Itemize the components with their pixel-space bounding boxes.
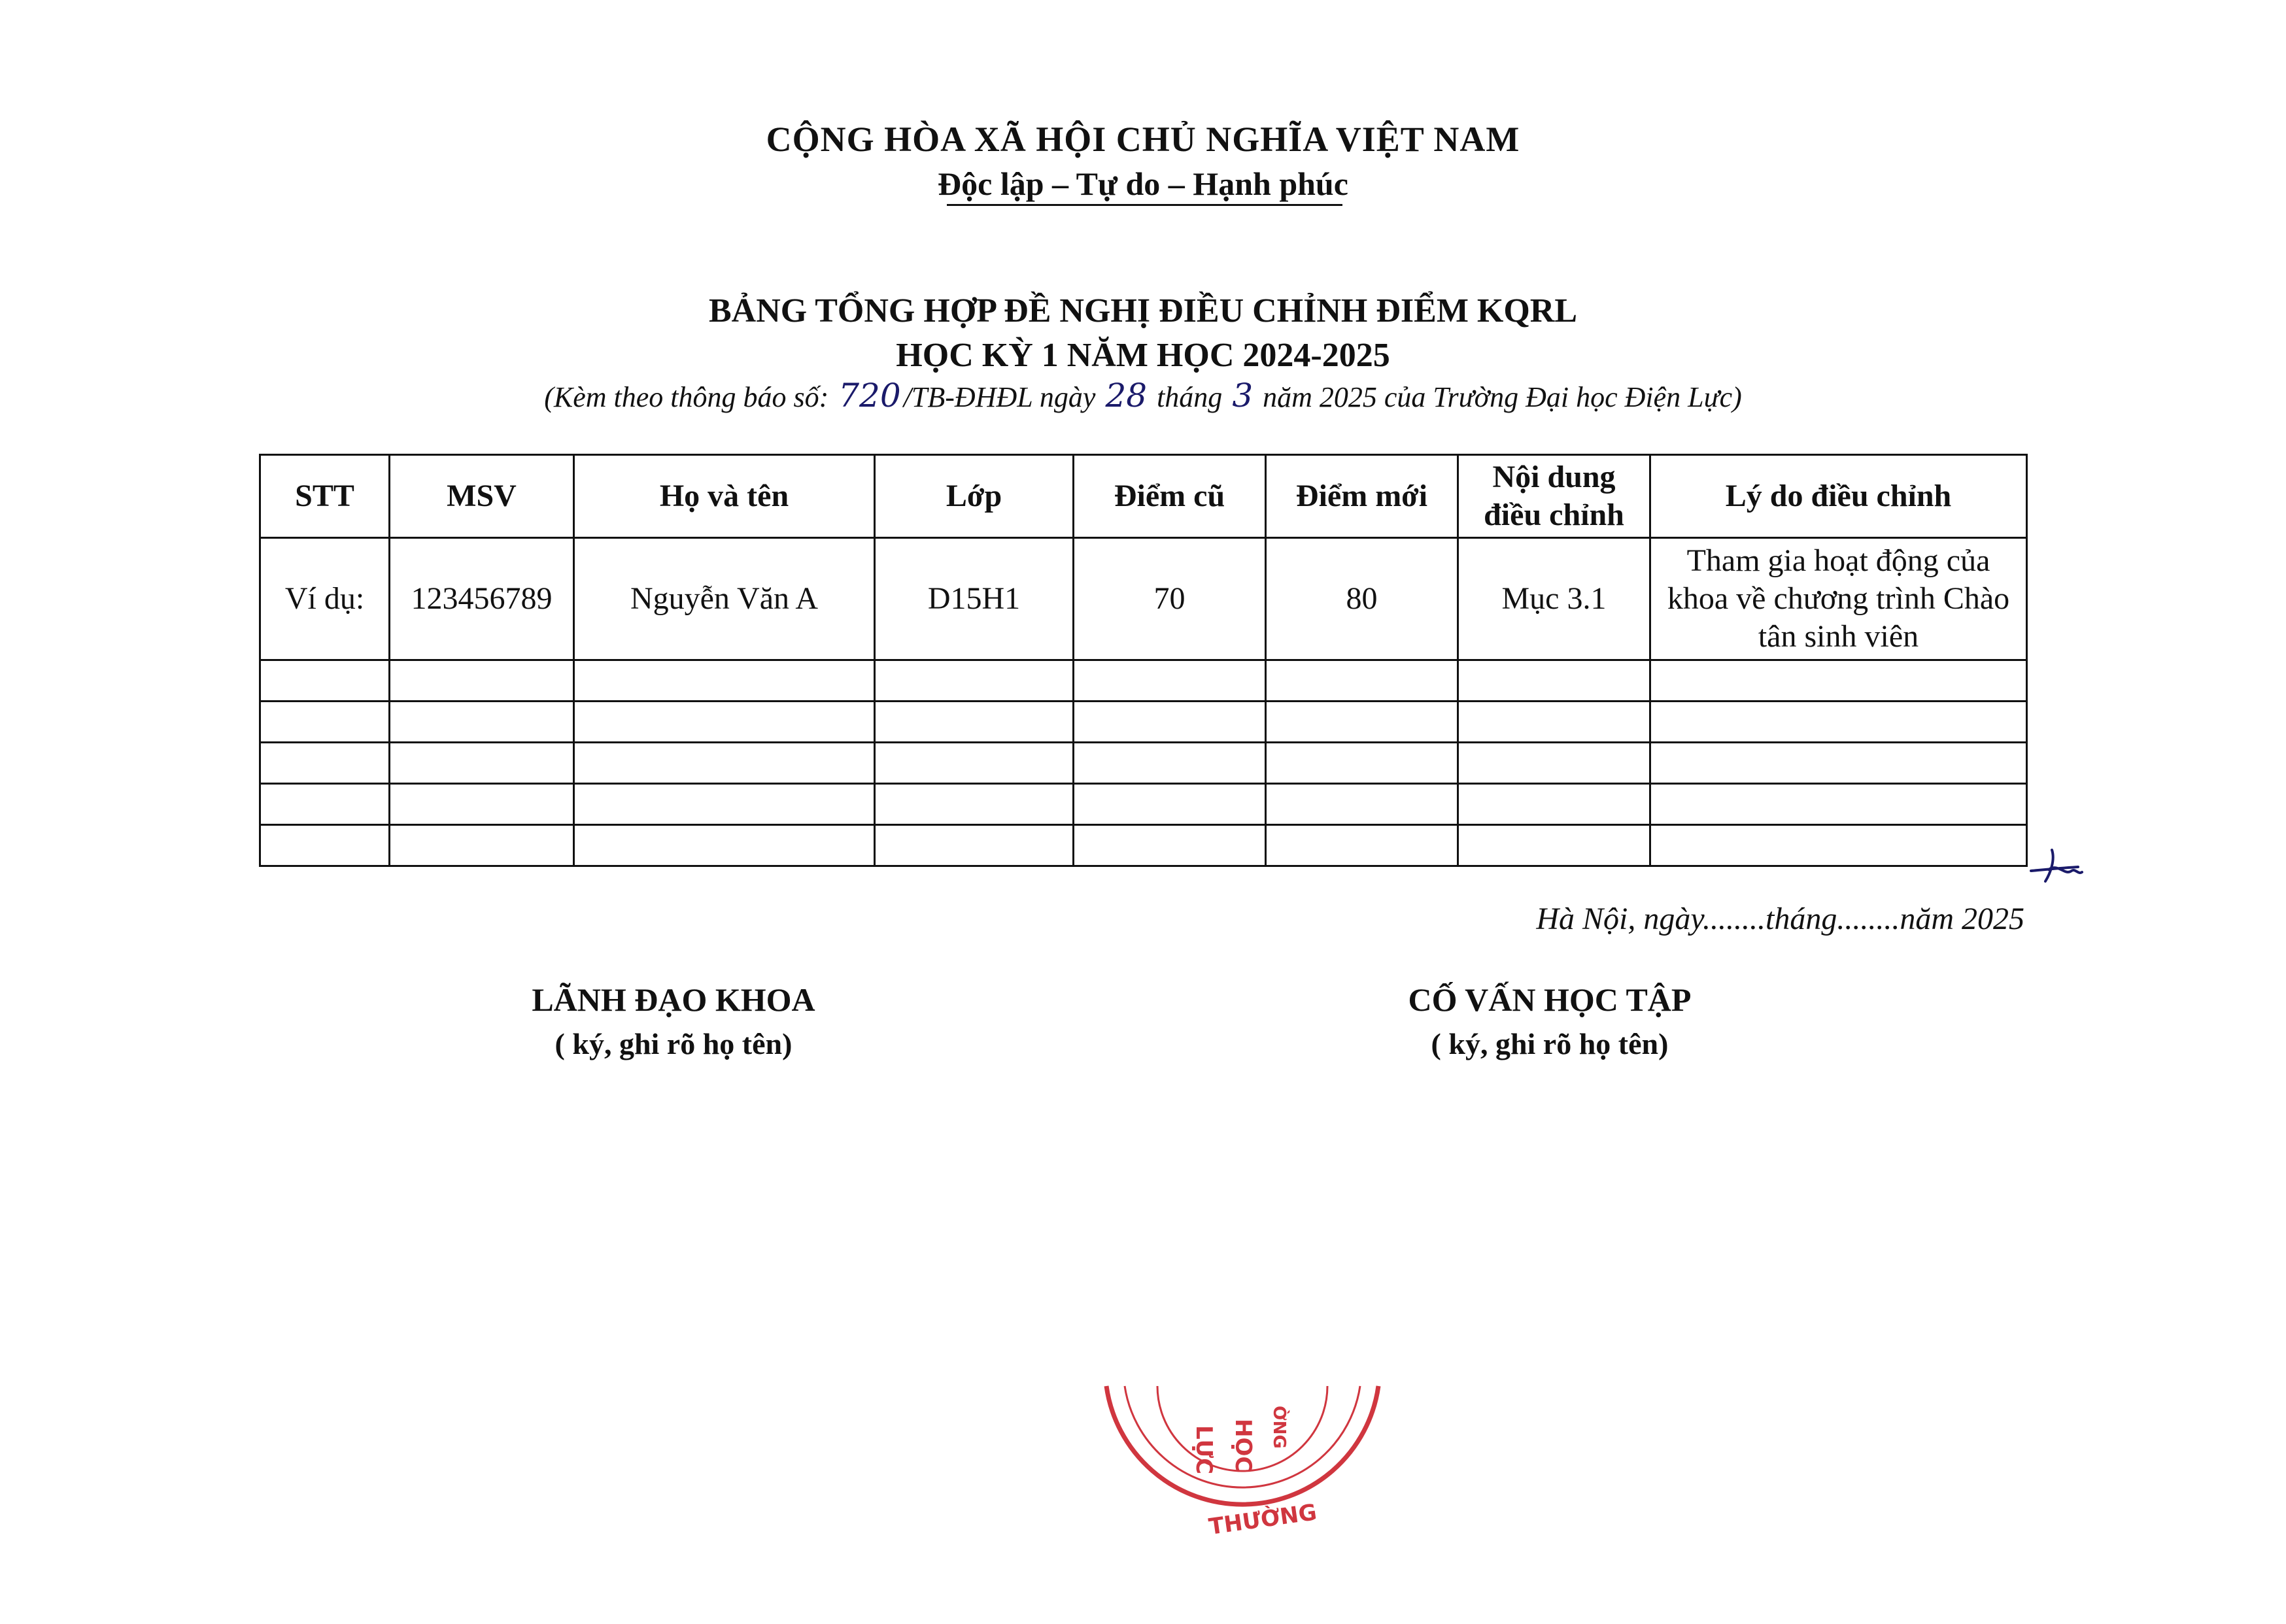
academic-advisor-title: CỐ VẤN HỌC TẬP xyxy=(1408,981,1692,1018)
academic-advisor-note: ( ký, ghi rõ họ tên) xyxy=(1431,1027,1669,1060)
header-class: Lớp xyxy=(875,455,1074,538)
table-row xyxy=(260,660,2027,702)
cell-class: D15H1 xyxy=(875,538,1074,660)
header-old-score: Điểm cũ xyxy=(1074,455,1266,538)
attachment-note xyxy=(0,377,2286,414)
cell-new-score: 80 xyxy=(1266,538,1458,660)
svg-text:HỌC: HỌC xyxy=(1230,1419,1256,1473)
notice-day: 28 xyxy=(1105,377,1148,414)
nation-header: CỘNG HÒA XÃ HỘI CHỦ NGHĨA VIỆT NAM xyxy=(766,120,1520,159)
red-seal-stamp xyxy=(1099,1379,1386,1556)
table-header-row xyxy=(260,455,2027,538)
svg-text:ỜNG: ỜNG xyxy=(1269,1406,1289,1449)
place-date: Hà Nội, ngày........tháng........năm 2025 xyxy=(1536,902,2024,936)
cell-stt: Ví dụ: xyxy=(260,538,390,660)
attachment-mid2: tháng xyxy=(1157,381,1223,413)
cell-content: Mục 3.1 xyxy=(1458,538,1650,660)
faculty-leader-signature xyxy=(451,981,896,1061)
table-row xyxy=(260,825,2027,866)
header-new-score: Điểm mới xyxy=(1266,455,1458,538)
faculty-leader-title: LÃNH ĐẠO KHOA xyxy=(532,981,815,1018)
svg-text:LỰC: LỰC xyxy=(1191,1425,1217,1475)
table-row xyxy=(260,538,2027,660)
table-row xyxy=(260,784,2027,825)
attachment-prefix: (Kèm theo thông báo số: xyxy=(544,381,829,413)
header-name: Họ và tên xyxy=(574,455,875,538)
document-subtitle: HỌC KỲ 1 NĂM HỌC 2024-2025 xyxy=(896,337,1390,374)
header-msv: MSV xyxy=(390,455,574,538)
cell-msv: 123456789 xyxy=(390,538,574,660)
motto: Độc lập – Tự do – Hạnh phúc xyxy=(938,165,1348,202)
svg-text:THƯỜNG: THƯỜNG xyxy=(1207,1499,1319,1540)
table-row xyxy=(260,702,2027,743)
cell-reason: Tham gia hoạt động của khoa về chương trình Chào tân sinh viên xyxy=(1650,538,2027,660)
attachment-suffix: năm 2025 của Trường Đại học Điện Lực) xyxy=(1263,381,1742,413)
adjustment-table xyxy=(259,454,2028,867)
notice-number: 720 xyxy=(838,377,901,414)
table-row xyxy=(260,743,2027,784)
attachment-mid1: /TB-ĐHĐL ngày xyxy=(903,381,1096,413)
header-stt: STT xyxy=(260,455,390,538)
cell-name: Nguyễn Văn A xyxy=(574,538,875,660)
faculty-leader-note: ( ký, ghi rõ họ tên) xyxy=(554,1027,793,1060)
document-title: BẢNG TỔNG HỢP ĐỀ NGHỊ ĐIỀU CHỈNH ĐIỂM KQRL xyxy=(708,292,1578,330)
cell-old-score: 70 xyxy=(1074,538,1266,660)
header-reason: Lý do điều chỉnh xyxy=(1650,455,2027,538)
header-content: Nội dung điều chỉnh xyxy=(1458,455,1650,538)
notice-month: 3 xyxy=(1232,377,1254,414)
motto-underline xyxy=(947,204,1342,206)
handwritten-initials xyxy=(2026,843,2085,889)
academic-advisor-signature xyxy=(1327,981,1772,1061)
